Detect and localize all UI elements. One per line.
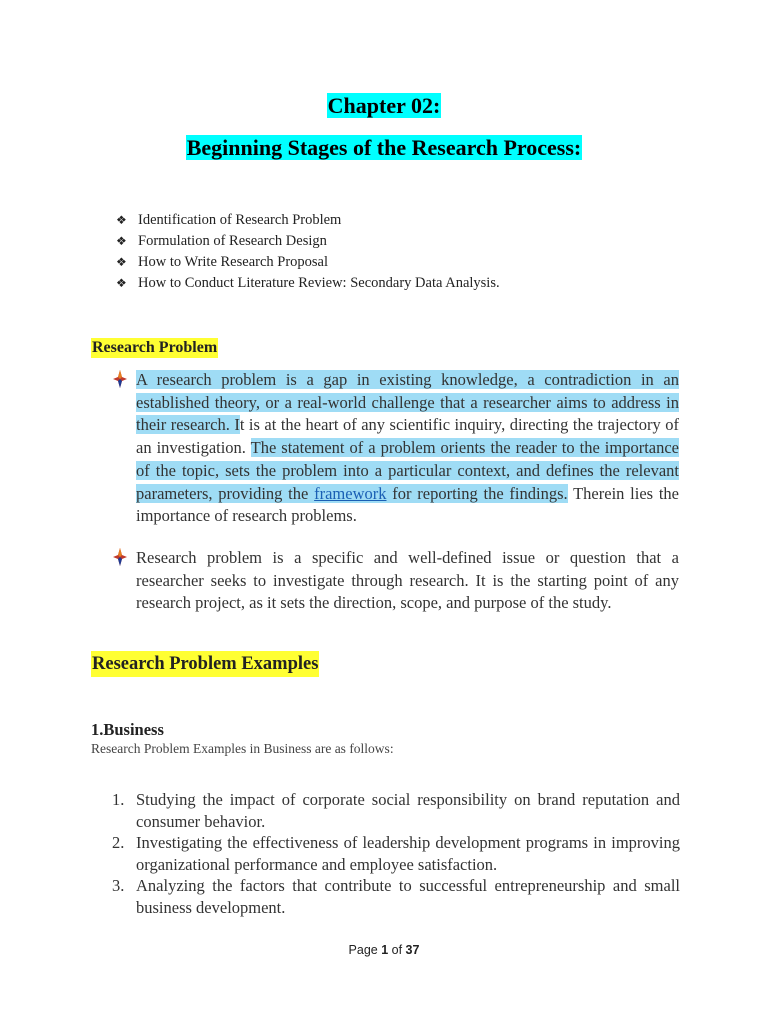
framework-link[interactable]: framework (314, 483, 387, 503)
business-intro: Research Problem Examples in Business are as follows: (91, 741, 394, 756)
diamond-bullet-icon: ❖ (116, 276, 127, 290)
paragraph-definition: A research problem is a gap in existing knowledge, a contradiction in an established theory, or a real-world challenge that a researcher aims to address in their research. It is at the heart of any scientific inquiry, directing the trajectory of an investigation. The statement of a problem orients the reader to the importance of the topic, sets the problem into a particular context, and defines the relevant parameters, providing the framework for reporting the findings. Therein lies the importance of research problems. (136, 370, 680, 526)
paragraph-description: Research problem is a specific and well-defined issue or question that a researcher seeks to investigate through research. It is the starting point of any research project, as it sets the direction, scope, and purpose of the study. (136, 548, 679, 613)
section-heading-examples: Research Problem Examples (91, 651, 319, 677)
list-item: 3. Analyzing the factors that contribute to successful entrepreneurship and small business development. (112, 876, 680, 917)
list-item: 2. Investigating the effectiveness of leadership development programs in improving organizational performance and employee satisfaction. (112, 833, 680, 874)
total-pages: 37 (405, 943, 420, 957)
four-point-arrow-icon (112, 547, 128, 567)
list-item: ❖ How to Write Research Proposal (116, 252, 500, 273)
current-page-number: 1 (381, 943, 389, 957)
subsection-heading-business: 1.Business (91, 720, 164, 739)
section-heading-research-problem: Research Problem (92, 339, 218, 356)
business-examples-list (112, 789, 680, 918)
list-item: ❖ Formulation of Research Design (116, 231, 500, 252)
topic-list (116, 210, 500, 294)
chapter-subtitle: Beginning Stages of the Research Process: (186, 135, 582, 160)
four-point-arrow-icon (112, 369, 128, 389)
list-item: ❖ Identification of Research Problem (116, 210, 500, 231)
page-footer: Page 1 of 37 (348, 943, 420, 957)
diamond-bullet-icon: ❖ (116, 255, 127, 269)
list-item: 1. Studying the impact of corporate social responsibility on brand reputation and consumer behavior. (112, 790, 680, 831)
list-item: ❖ How to Conduct Literature Review: Secondary Data Analysis. (116, 273, 500, 294)
diamond-bullet-icon: ❖ (116, 213, 127, 227)
chapter-title: Chapter 02: (327, 93, 441, 118)
diamond-bullet-icon: ❖ (116, 234, 127, 248)
